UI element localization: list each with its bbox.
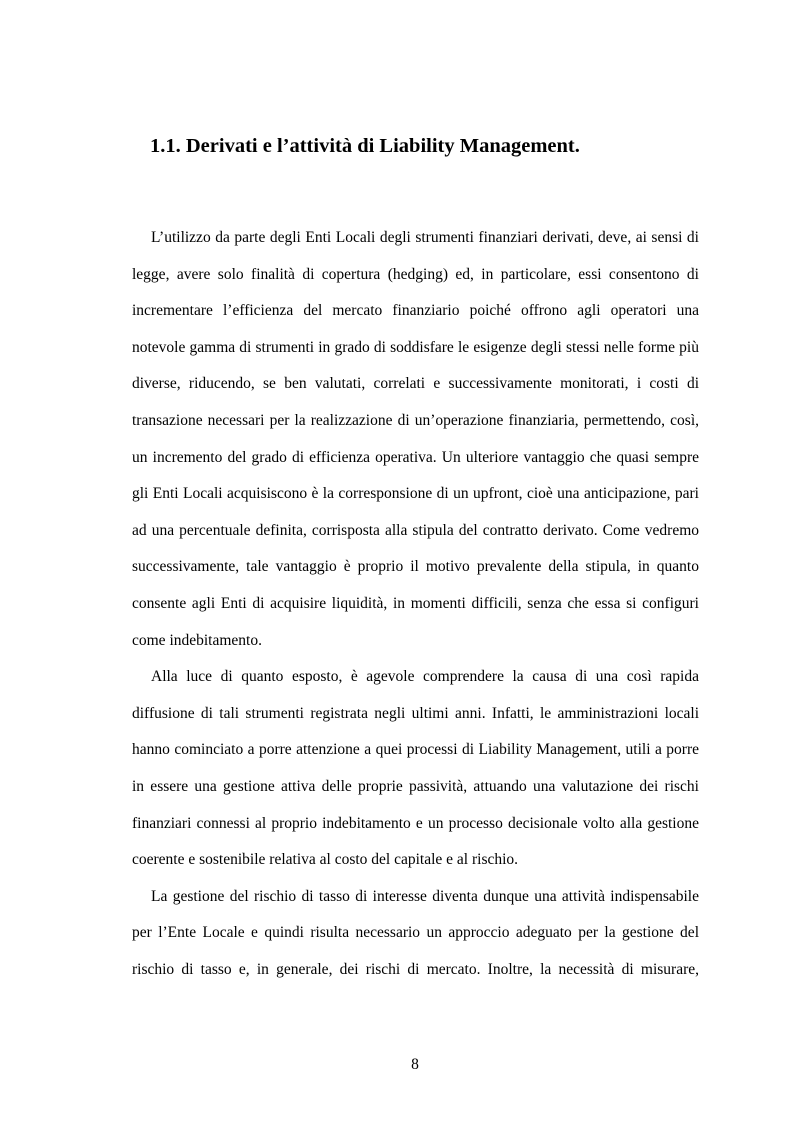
paragraph-1: L’utilizzo da parte degli Enti Locali degli strumenti finanziari derivati, deve, ai sensi di legge, avere solo finalità di copertura (hedging) ed, in particolare, essi consentono di incrementare l’efficienza del mercato finanziario poiché offrono agli operatori una notevole gamma di strumenti in grado di soddisfare le esigenze degli stessi nelle forme più diverse, riducendo, se ben valutati, correlati e successivamente monitorati, i costi di transazione necessari per la realizzazione di un’operazione finanziaria, permettendo, così, un incremento del grado di efficienza operativa. Un ulteriore vantaggio che quasi sempre gli Enti Locali acquisiscono è la corresponsione di un upfront, cioè una anticipazione, pari ad una percentuale definita, corrisposta alla stipula del contratto derivato. Come vedremo successivamente, tale vantaggio è proprio il motivo prevalente della stipula, in quanto consente agli Enti di acquisire liquidità, in momenti difficili, senza che essa si configuri come indebitamento. [132, 229, 699, 649]
paragraph-3: La gestione del rischio di tasso di interesse diventa dunque una attività indispensabile per l’Ente Locale e quindi risulta necessario un approccio adeguato per la gestione del rischio di tasso e, in generale, dei rischi di mercato. Inoltre, la necessità di misurare, [132, 887, 699, 978]
page-number: 8 [411, 1056, 419, 1073]
paragraph-2: Alla luce di quanto esposto, è agevole comprendere la causa di una così rapida diffusione di tali strumenti registrata negli ultimi anni. Infatti, le amministrazioni locali hanno cominciato a porre attenzione a quei processi di Liability Management, utili a porre in essere una gestione attiva delle proprie passività, attuando una valutazione dei rischi finanziari connessi al proprio indebitamento e un processo decisionale volto alla gestione coerente e sostenibile relativa al costo del capitale e al rischio. [132, 668, 699, 869]
section-heading: 1.1. Derivati e l’attività di Liability Management. [150, 135, 580, 157]
body-text [132, 220, 699, 988]
